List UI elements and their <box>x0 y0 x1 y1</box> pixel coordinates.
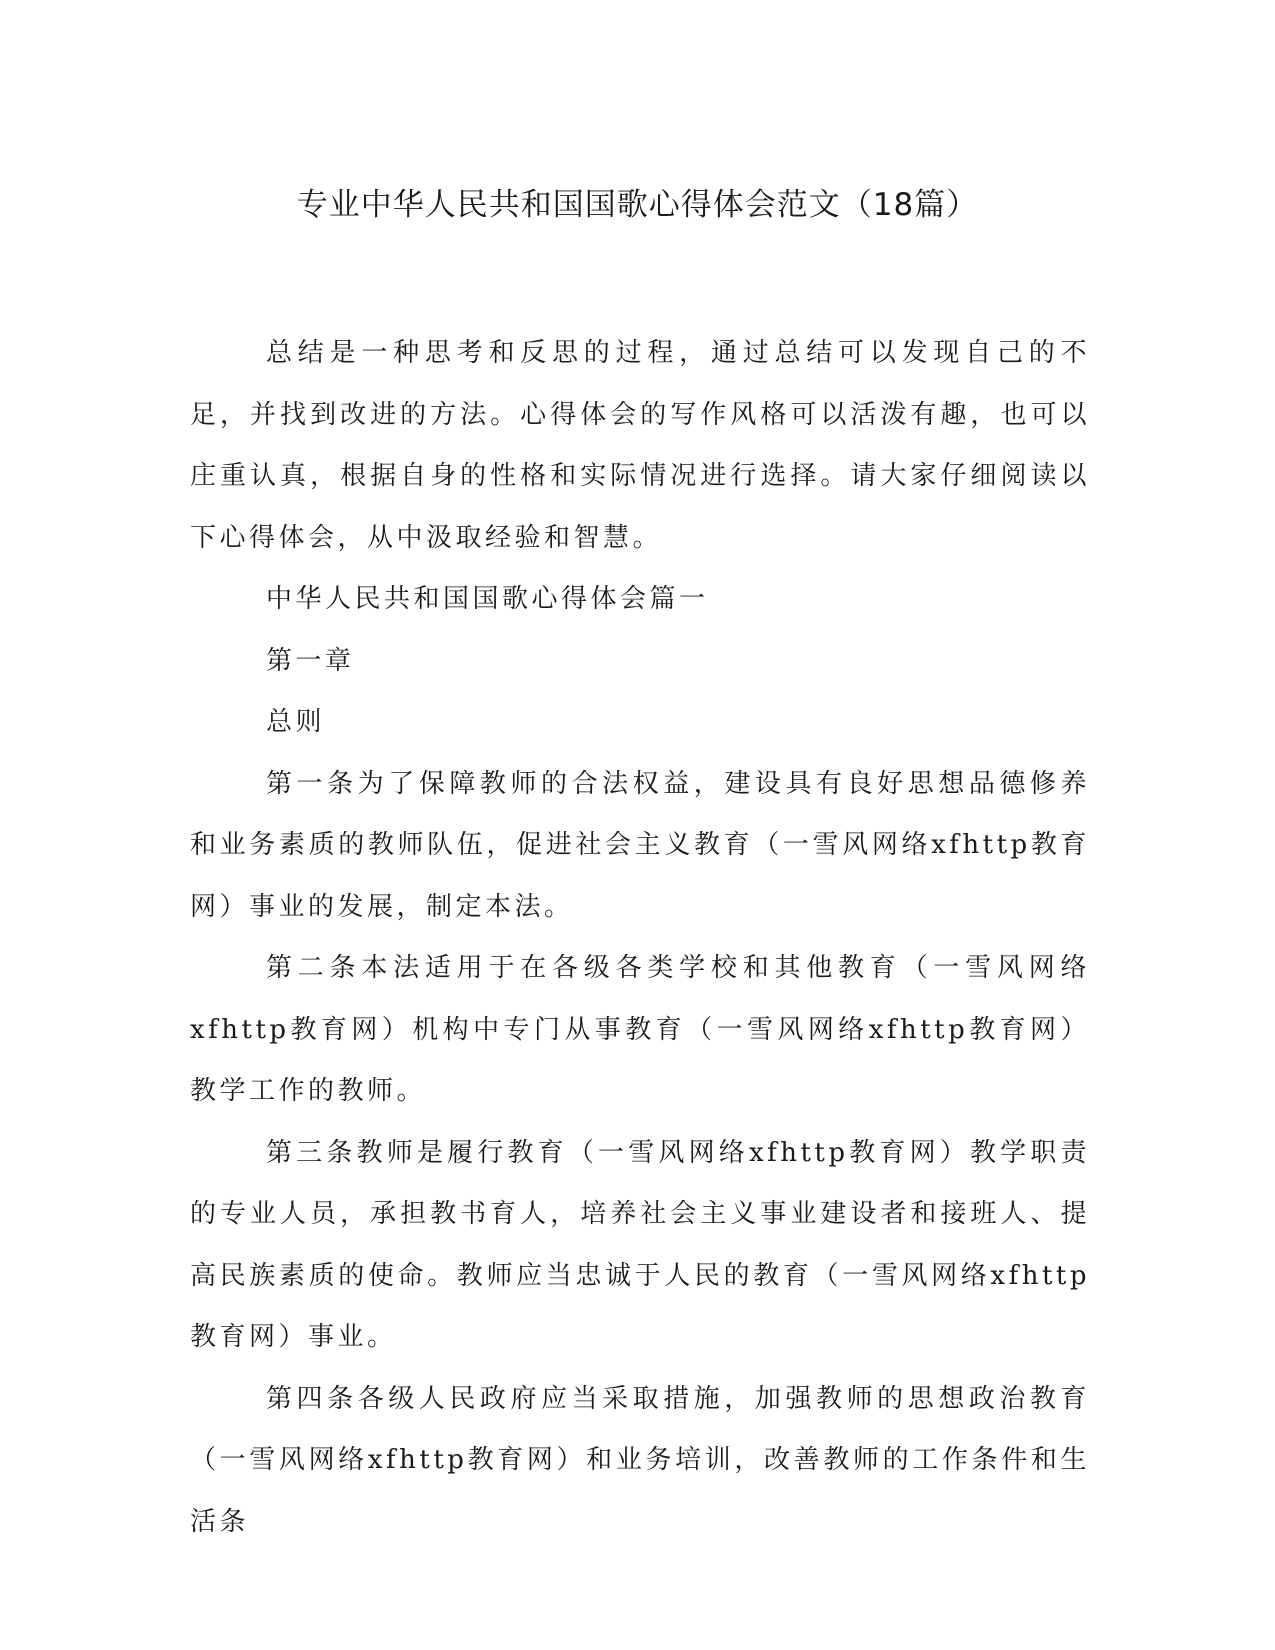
article-3-paragraph: 第三条教师是履行教育（一雪风网络xfhttp教育网）教学职责的专业人员，承担教书育人，培养社会主义事业建设者和接班人、提高民族素质的使命。教师应当忠诚于人民的教育（一雪风网络xfhttp教育网）事业。 <box>190 1137 1090 1352</box>
article-2-paragraph: 第二条本法适用于在各级各类学校和其他教育（一雪风网络xfhttp教育网）机构中专门从事教育（一雪风网络xfhttp教育网）教学工作的教师。 <box>190 953 1090 1106</box>
document-title: 专业中华人民共和国国歌心得体会范文（18篇） <box>296 187 979 223</box>
chapter-heading: 第一章 <box>266 645 355 676</box>
general-provisions-heading: 总则 <box>266 707 326 737</box>
article-4-paragraph: 第四条各级人民政府应当采取措施，加强教师的思想政治教育（一雪风网络xfhttp教育网）和业务培训，改善教师的工作条件和生活条 <box>190 1383 1090 1537</box>
document-body <box>190 323 1090 1553</box>
intro-paragraph: 总结是一种思考和反思的过程，通过总结可以发现自己的不足，并找到改进的方法。心得体会的写作风格可以活泼有趣，也可以庄重认真，根据自身的性格和实际情况进行选择。请大家仔细阅读以下心得体会，从中汲取经验和智慧。 <box>190 338 1090 553</box>
article-1-paragraph: 第一条为了保障教师的合法权益，建设具有良好思想品德修养和业务素质的教师队伍，促进社会主义教育（一雪风网络xfhttp教育网）事业的发展，制定本法。 <box>190 768 1090 922</box>
section-heading: 中华人民共和国国歌心得体会篇一 <box>266 584 709 614</box>
